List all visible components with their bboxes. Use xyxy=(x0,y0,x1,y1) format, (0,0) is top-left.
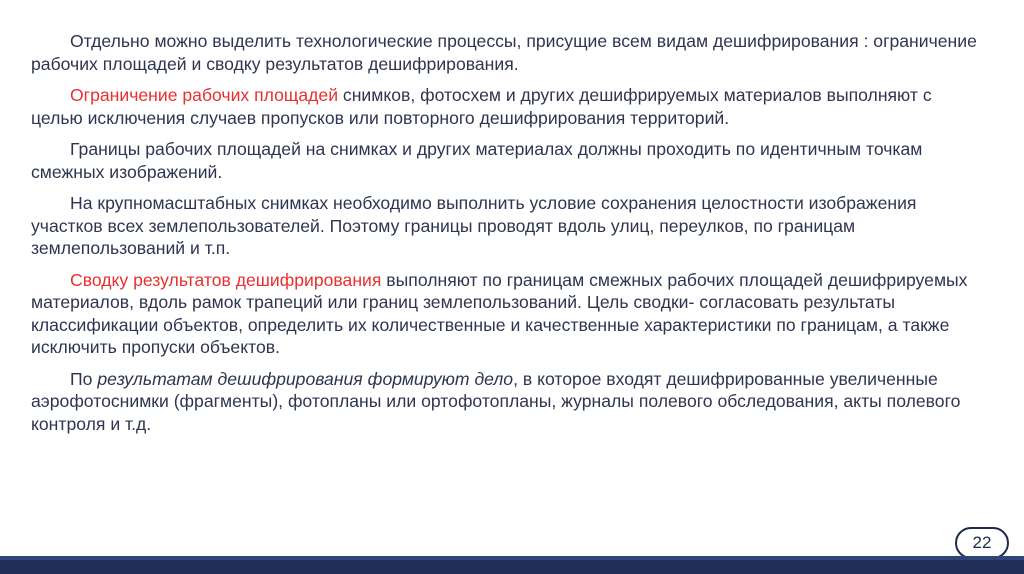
page-number: 22 xyxy=(972,533,992,552)
highlight-term: Ограничение рабочих площадей xyxy=(70,85,339,105)
paragraph-text: , в которое входят дешифрированные увеличенные аэрофотоснимки (фрагменты), фотопланы или ортофотопланы, журналы полевого обследования, акты полевого контроля и т.д. xyxy=(31,368,961,434)
italic-term: результатам дешифрирования формируют дело xyxy=(97,368,514,389)
paragraph-text: выполняют по границам смежных рабочих площадей дешифрируемых материалов, вдоль рамок трапеций или границ землепользований. Цель сводки- согласовать результаты классификации объектов, определить их количественные и качественные характеристики по границам, а также исключить пропуски объектов. xyxy=(31,269,968,357)
paragraph-boundaries xyxy=(31,138,981,183)
paragraph-results xyxy=(31,368,981,436)
footer-bar xyxy=(0,560,1024,574)
highlight-term: Сводку результатов дешифрирования xyxy=(70,269,382,290)
slide-body xyxy=(31,30,981,444)
paragraph-text: Отдельно можно выделить технологические процессы, присущие всем видам дешифрирования : ограничение рабочих площадей и сводку результатов дешифрирования. xyxy=(31,31,977,74)
paragraph-intro xyxy=(31,30,981,75)
paragraph-text: снимков, фотосхем и других дешифрируемых материалов выполняют с целью исключения случаев пропусков или повторного дешифрирования территорий. xyxy=(31,85,932,128)
paragraph-work-areas xyxy=(31,84,981,129)
paragraph-text: На крупномасштабных снимках необходимо выполнить условие сохранения целостности изображения участков всех землепользователей. Поэтому границы проводят вдоль улиц, переулков, по границам землепользований и т.п. xyxy=(31,193,917,258)
page-number-badge xyxy=(955,527,1009,559)
paragraph-large-scale xyxy=(31,192,981,260)
paragraph-prefix: По xyxy=(70,368,98,389)
paragraph-text: Границы рабочих площадей на снимках и других материалах должны проходить по идентичным точкам смежных изображений. xyxy=(31,139,923,182)
paragraph-summary xyxy=(31,269,981,359)
